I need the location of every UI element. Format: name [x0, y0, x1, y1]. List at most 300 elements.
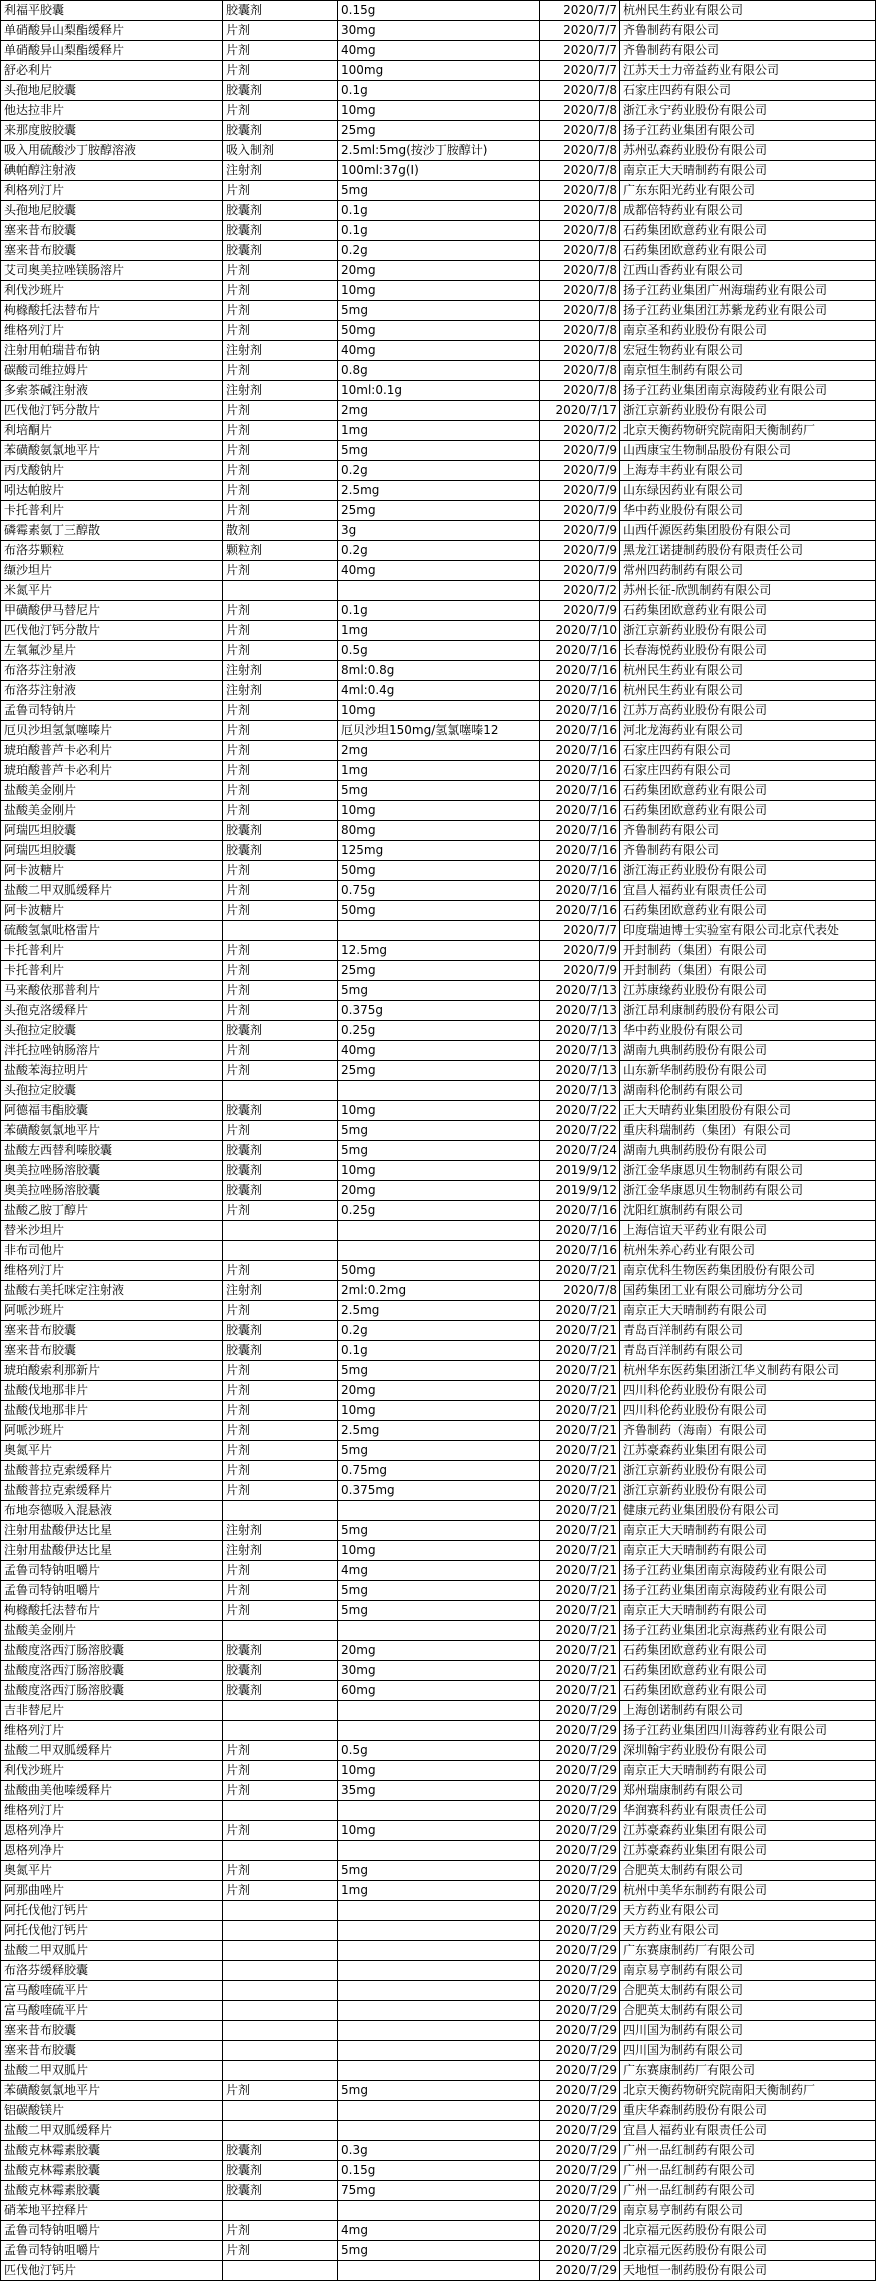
date-cell: 2020/7/21 [540, 1601, 620, 1621]
dosage-form-cell: 注射剂 [223, 1281, 338, 1301]
drug-name-cell: 泮托拉唑钠肠溶片 [1, 1041, 223, 1061]
table-row [1, 341, 876, 361]
drug-name-cell: 舒必利片 [1, 61, 223, 81]
drug-name-cell: 厄贝沙坦氢氯噻嗪片 [1, 721, 223, 741]
drug-name-cell: 盐酸度洛西汀肠溶胶囊 [1, 1641, 223, 1661]
date-cell: 2020/7/16 [540, 821, 620, 841]
table-row [1, 2061, 876, 2081]
table-row [1, 141, 876, 161]
date-cell: 2020/7/16 [540, 1221, 620, 1241]
drug-name-cell: 匹伐他汀钙分散片 [1, 401, 223, 421]
date-cell: 2020/7/9 [540, 501, 620, 521]
specification-cell: 10mg [338, 1161, 540, 1181]
date-cell: 2020/7/21 [540, 1661, 620, 1681]
dosage-form-cell [223, 581, 338, 601]
specification-cell: 0.2g [338, 541, 540, 561]
specification-cell: 5mg [338, 1361, 540, 1381]
specification-cell: 2.5mg [338, 1301, 540, 1321]
drug-name-cell: 硝苯地平控释片 [1, 2201, 223, 2221]
specification-cell: 50mg [338, 861, 540, 881]
company-cell: 南京正大天晴制药有限公司 [620, 1541, 876, 1561]
company-cell: 广州一品红制药有限公司 [620, 2161, 876, 2181]
table-row [1, 2021, 876, 2041]
specification-cell [338, 581, 540, 601]
table-row [1, 1201, 876, 1221]
table-row [1, 221, 876, 241]
table-row [1, 841, 876, 861]
dosage-form-cell: 胶囊剂 [223, 81, 338, 101]
table-row [1, 1181, 876, 1201]
company-cell: 沈阳红旗制药有限公司 [620, 1201, 876, 1221]
company-cell: 合肥英太制药有限公司 [620, 2001, 876, 2021]
company-cell: 南京正大天晴制药有限公司 [620, 1301, 876, 1321]
table-row [1, 161, 876, 181]
date-cell: 2020/7/16 [540, 801, 620, 821]
table-row [1, 701, 876, 721]
drug-name-cell: 阿德福韦酯胶囊 [1, 1101, 223, 1121]
specification-cell [338, 921, 540, 941]
company-cell: 石药集团欧意药业有限公司 [620, 601, 876, 621]
dosage-form-cell: 胶囊剂 [223, 1101, 338, 1121]
date-cell: 2020/7/29 [540, 1861, 620, 1881]
specification-cell: 4mg [338, 1561, 540, 1581]
date-cell: 2020/7/29 [540, 2081, 620, 2101]
company-cell: 重庆华森制药股份有限公司 [620, 2101, 876, 2121]
date-cell: 2020/7/21 [540, 1421, 620, 1441]
drug-name-cell: 琥珀酸索利那新片 [1, 1361, 223, 1381]
dosage-form-cell: 片剂 [223, 301, 338, 321]
drug-name-cell: 左氧氟沙星片 [1, 641, 223, 661]
company-cell: 国药集团工业有限公司廊坊分公司 [620, 1281, 876, 1301]
specification-cell [338, 2061, 540, 2081]
table-row [1, 601, 876, 621]
date-cell: 2020/7/21 [540, 1441, 620, 1461]
dosage-form-cell: 吸入制剂 [223, 141, 338, 161]
table-row [1, 921, 876, 941]
specification-cell: 5mg [338, 981, 540, 1001]
date-cell: 2020/7/8 [540, 121, 620, 141]
company-cell: 扬子江药业集团南京海陵药业有限公司 [620, 381, 876, 401]
company-cell: 山西康宝生物制品股份有限公司 [620, 441, 876, 461]
drug-name-cell: 阿卡波糖片 [1, 861, 223, 881]
table-row [1, 561, 876, 581]
dosage-form-cell [223, 1901, 338, 1921]
date-cell: 2020/7/8 [540, 181, 620, 201]
drug-name-cell: 利伐沙班片 [1, 281, 223, 301]
dosage-form-cell: 胶囊剂 [223, 221, 338, 241]
dosage-form-cell: 片剂 [223, 801, 338, 821]
dosage-form-cell [223, 1841, 338, 1861]
dosage-form-cell: 胶囊剂 [223, 2161, 338, 2181]
dosage-form-cell [223, 1221, 338, 1241]
company-cell: 湖南九典制药股份有限公司 [620, 1141, 876, 1161]
date-cell: 2020/7/21 [540, 1261, 620, 1281]
company-cell: 上海创诺制药有限公司 [620, 1701, 876, 1721]
specification-cell: 0.5g [338, 1741, 540, 1761]
company-cell: 石药集团欧意药业有限公司 [620, 1661, 876, 1681]
company-cell: 杭州华东医药集团浙江华义制药有限公司 [620, 1361, 876, 1381]
drug-name-cell: 丙戊酸钠片 [1, 461, 223, 481]
company-cell: 宜昌人福药业有限责任公司 [620, 2121, 876, 2141]
table-row [1, 901, 876, 921]
table-row [1, 1381, 876, 1401]
company-cell: 浙江京新药业股份有限公司 [620, 401, 876, 421]
company-cell: 扬子江药业集团广州海瑞药业有限公司 [620, 281, 876, 301]
company-cell: 江苏万高药业股份有限公司 [620, 701, 876, 721]
drug-name-cell: 盐酸乙胺丁醇片 [1, 1201, 223, 1221]
table-row [1, 1341, 876, 1361]
date-cell: 2020/7/29 [540, 1881, 620, 1901]
date-cell: 2019/9/12 [540, 1181, 620, 1201]
dosage-form-cell [223, 1921, 338, 1941]
date-cell: 2020/7/8 [540, 241, 620, 261]
date-cell: 2020/7/21 [540, 1621, 620, 1641]
company-cell: 青岛百洋制药有限公司 [620, 1321, 876, 1341]
specification-cell [338, 2041, 540, 2061]
table-row [1, 641, 876, 661]
specification-cell [338, 1961, 540, 1981]
drug-name-cell: 盐酸二甲双胍缓释片 [1, 881, 223, 901]
drug-name-cell: 奥美拉唑肠溶胶囊 [1, 1161, 223, 1181]
date-cell: 2020/7/21 [540, 1341, 620, 1361]
date-cell: 2020/7/8 [540, 1281, 620, 1301]
drug-name-cell: 维格列汀片 [1, 1721, 223, 1741]
specification-cell: 0.2g [338, 241, 540, 261]
company-cell: 广州一品红制药有限公司 [620, 2141, 876, 2161]
drug-name-cell: 孟鲁司特钠咀嚼片 [1, 2241, 223, 2261]
table-row [1, 1541, 876, 1561]
dosage-form-cell: 片剂 [223, 741, 338, 761]
date-cell: 2020/7/8 [540, 281, 620, 301]
company-cell: 石药集团欧意药业有限公司 [620, 221, 876, 241]
company-cell: 浙江京新药业股份有限公司 [620, 1461, 876, 1481]
table-row [1, 521, 876, 541]
dosage-form-cell: 片剂 [223, 561, 338, 581]
specification-cell: 5mg [338, 181, 540, 201]
specification-cell: 10mg [338, 1821, 540, 1841]
drug-name-cell: 奥美拉唑肠溶胶囊 [1, 1181, 223, 1201]
company-cell: 杭州中美华东制药有限公司 [620, 1881, 876, 1901]
date-cell: 2020/7/2 [540, 421, 620, 441]
company-cell: 开封制药（集团）有限公司 [620, 961, 876, 981]
table-row [1, 1101, 876, 1121]
specification-cell: 5mg [338, 441, 540, 461]
date-cell: 2020/7/29 [540, 2041, 620, 2061]
table-row [1, 301, 876, 321]
specification-cell: 0.1g [338, 201, 540, 221]
specification-cell: 10ml:0.1g [338, 381, 540, 401]
specification-cell [338, 1801, 540, 1821]
dosage-form-cell [223, 2041, 338, 2061]
dosage-form-cell: 片剂 [223, 261, 338, 281]
date-cell: 2020/7/7 [540, 21, 620, 41]
dosage-form-cell [223, 1501, 338, 1521]
drug-name-cell: 注射用盐酸伊达比星 [1, 1521, 223, 1541]
specification-cell: 2.5mg [338, 481, 540, 501]
table-row [1, 1581, 876, 1601]
dosage-form-cell: 片剂 [223, 1401, 338, 1421]
specification-cell: 0.1g [338, 1341, 540, 1361]
date-cell: 2020/7/16 [540, 741, 620, 761]
dosage-form-cell: 注射剂 [223, 1541, 338, 1561]
specification-cell: 0.75g [338, 881, 540, 901]
company-cell: 浙江金华康恩贝生物制药有限公司 [620, 1161, 876, 1181]
table-row [1, 401, 876, 421]
dosage-form-cell [223, 2261, 338, 2281]
company-cell: 齐鲁制药有限公司 [620, 841, 876, 861]
drug-name-cell: 盐酸度洛西汀肠溶胶囊 [1, 1681, 223, 1701]
table-row [1, 781, 876, 801]
specification-cell: 4mg [338, 2221, 540, 2241]
table-row [1, 1561, 876, 1581]
drug-name-cell: 盐酸二甲双胍片 [1, 2061, 223, 2081]
specification-cell: 75mg [338, 2181, 540, 2201]
specification-cell: 3g [338, 521, 540, 541]
dosage-form-cell: 颗粒剂 [223, 541, 338, 561]
table-row [1, 361, 876, 381]
company-cell: 南京易亨制药有限公司 [620, 1961, 876, 1981]
date-cell: 2020/7/22 [540, 1121, 620, 1141]
company-cell: 江苏豪森药业集团有限公司 [620, 1841, 876, 1861]
company-cell: 合肥英太制药有限公司 [620, 1981, 876, 2001]
specification-cell [338, 1241, 540, 1261]
specification-cell [338, 1501, 540, 1521]
specification-cell [338, 1981, 540, 2001]
date-cell: 2020/7/29 [540, 1921, 620, 1941]
drug-name-cell: 富马酸喹硫平片 [1, 1981, 223, 2001]
table-row [1, 1621, 876, 1641]
dosage-form-cell: 胶囊剂 [223, 1141, 338, 1161]
drug-name-cell: 孟鲁司特钠咀嚼片 [1, 2221, 223, 2241]
specification-cell: 2.5ml:5mg(按沙丁胺醇计) [338, 141, 540, 161]
date-cell: 2020/7/21 [540, 1641, 620, 1661]
company-cell: 湖南科伦制药有限公司 [620, 1081, 876, 1101]
company-cell: 南京正大天晴制药有限公司 [620, 161, 876, 181]
company-cell: 齐鲁制药有限公司 [620, 821, 876, 841]
date-cell: 2020/7/13 [540, 1001, 620, 1021]
table-row [1, 1781, 876, 1801]
drug-name-cell: 头孢地尼胶囊 [1, 81, 223, 101]
specification-cell: 5mg [338, 781, 540, 801]
specification-cell: 0.15g [338, 1, 540, 21]
date-cell: 2020/7/13 [540, 1061, 620, 1081]
specification-cell: 1mg [338, 761, 540, 781]
specification-cell: 0.8g [338, 361, 540, 381]
specification-cell: 10mg [338, 101, 540, 121]
specification-cell: 20mg [338, 1641, 540, 1661]
specification-cell: 20mg [338, 261, 540, 281]
dosage-form-cell: 片剂 [223, 1481, 338, 1501]
specification-cell: 0.3g [338, 2141, 540, 2161]
dosage-form-cell: 胶囊剂 [223, 241, 338, 261]
specification-cell: 20mg [338, 1181, 540, 1201]
table-row [1, 761, 876, 781]
specification-cell: 0.2g [338, 1321, 540, 1341]
company-cell: 南京圣和药业股份有限公司 [620, 321, 876, 341]
dosage-form-cell [223, 1241, 338, 1261]
date-cell: 2020/7/8 [540, 81, 620, 101]
specification-cell: 10mg [338, 701, 540, 721]
drug-name-cell: 塞来昔布胶囊 [1, 1341, 223, 1361]
table-row [1, 1301, 876, 1321]
dosage-form-cell: 注射剂 [223, 161, 338, 181]
table-row [1, 1641, 876, 1661]
dosage-form-cell: 胶囊剂 [223, 121, 338, 141]
table-row [1, 2181, 876, 2201]
table-row [1, 1141, 876, 1161]
specification-cell: 0.2g [338, 461, 540, 481]
dosage-form-cell [223, 1081, 338, 1101]
date-cell: 2020/7/29 [540, 2021, 620, 2041]
specification-cell: 5mg [338, 1861, 540, 1881]
dosage-form-cell: 片剂 [223, 101, 338, 121]
company-cell: 北京天衡药物研究院南阳天衡制药厂 [620, 421, 876, 441]
drug-name-cell: 孟鲁司特钠咀嚼片 [1, 1561, 223, 1581]
company-cell: 石药集团欧意药业有限公司 [620, 781, 876, 801]
date-cell: 2020/7/29 [540, 1941, 620, 1961]
specification-cell: 2mg [338, 401, 540, 421]
dosage-form-cell: 片剂 [223, 1201, 338, 1221]
company-cell: 天方药业有限公司 [620, 1901, 876, 1921]
dosage-form-cell: 片剂 [223, 781, 338, 801]
specification-cell: 10mg [338, 1101, 540, 1121]
date-cell: 2020/7/16 [540, 861, 620, 881]
date-cell: 2020/7/9 [540, 601, 620, 621]
table-row [1, 1801, 876, 1821]
specification-cell: 0.25g [338, 1021, 540, 1041]
drug-name-cell: 盐酸普拉克索缓释片 [1, 1461, 223, 1481]
table-row [1, 121, 876, 141]
dosage-form-cell: 注射剂 [223, 341, 338, 361]
drug-name-cell: 盐酸克林霉素胶囊 [1, 2161, 223, 2181]
dosage-form-cell: 片剂 [223, 481, 338, 501]
company-cell: 齐鲁制药（海南）有限公司 [620, 1421, 876, 1441]
company-cell: 华中药业股份有限公司 [620, 1021, 876, 1041]
specification-cell: 25mg [338, 121, 540, 141]
table-row [1, 1001, 876, 1021]
table-row [1, 661, 876, 681]
specification-cell [338, 1921, 540, 1941]
specification-cell [338, 2121, 540, 2141]
dosage-form-cell: 片剂 [223, 1121, 338, 1141]
table-row [1, 2241, 876, 2261]
company-cell: 河北龙海药业有限公司 [620, 721, 876, 741]
table-row [1, 41, 876, 61]
company-cell: 天地恒一制药股份有限公司 [620, 2261, 876, 2281]
drug-name-cell: 注射用帕瑞昔布钠 [1, 341, 223, 361]
dosage-form-cell: 胶囊剂 [223, 1181, 338, 1201]
date-cell: 2020/7/29 [540, 1761, 620, 1781]
date-cell: 2020/7/29 [540, 1741, 620, 1761]
company-cell: 湖南九典制药股份有限公司 [620, 1041, 876, 1061]
date-cell: 2020/7/22 [540, 1101, 620, 1121]
company-cell: 杭州民生药业有限公司 [620, 1, 876, 21]
date-cell: 2020/7/29 [540, 2221, 620, 2241]
dosage-form-cell: 胶囊剂 [223, 1681, 338, 1701]
company-cell: 正大天晴药业集团股份有限公司 [620, 1101, 876, 1121]
date-cell: 2020/7/7 [540, 1, 620, 21]
table-row [1, 1961, 876, 1981]
company-cell: 四川国为制药有限公司 [620, 2021, 876, 2041]
company-cell: 开封制药（集团）有限公司 [620, 941, 876, 961]
company-cell: 扬子江药业集团南京海陵药业有限公司 [620, 1581, 876, 1601]
specification-cell [338, 2001, 540, 2021]
company-cell: 杭州朱养心药业有限公司 [620, 1241, 876, 1261]
date-cell: 2020/7/29 [540, 1901, 620, 1921]
table-row [1, 1021, 876, 1041]
date-cell: 2020/7/16 [540, 841, 620, 861]
date-cell: 2020/7/13 [540, 1041, 620, 1061]
drug-name-cell: 硫酸氢氯吡格雷片 [1, 921, 223, 941]
dosage-form-cell: 注射剂 [223, 681, 338, 701]
drug-name-cell: 阿哌沙班片 [1, 1301, 223, 1321]
date-cell: 2020/7/29 [540, 2001, 620, 2021]
drug-name-cell: 塞来昔布胶囊 [1, 2041, 223, 2061]
specification-cell: 35mg [338, 1781, 540, 1801]
dosage-form-cell: 片剂 [223, 881, 338, 901]
specification-cell [338, 1901, 540, 1921]
date-cell: 2020/7/13 [540, 1081, 620, 1101]
specification-cell [338, 1701, 540, 1721]
table-row [1, 1861, 876, 1881]
date-cell: 2020/7/16 [540, 761, 620, 781]
company-cell: 深圳翰宇药业股份有限公司 [620, 1741, 876, 1761]
drug-name-cell: 盐酸苯海拉明片 [1, 1061, 223, 1081]
dosage-form-cell [223, 1941, 338, 1961]
specification-cell: 10mg [338, 1541, 540, 1561]
dosage-form-cell: 片剂 [223, 361, 338, 381]
dosage-form-cell [223, 2021, 338, 2041]
dosage-form-cell: 片剂 [223, 1381, 338, 1401]
drug-name-cell: 盐酸二甲双胍缓释片 [1, 1741, 223, 1761]
company-cell: 浙江京新药业股份有限公司 [620, 1481, 876, 1501]
company-cell: 广东赛康制药厂有限公司 [620, 2061, 876, 2081]
table-row [1, 61, 876, 81]
table-row [1, 501, 876, 521]
table-row [1, 2141, 876, 2161]
dosage-form-cell: 胶囊剂 [223, 1641, 338, 1661]
specification-cell: 1mg [338, 421, 540, 441]
drug-name-cell: 匹伐他汀钙分散片 [1, 621, 223, 641]
dosage-form-cell: 注射剂 [223, 381, 338, 401]
drug-name-cell: 盐酸普拉克索缓释片 [1, 1481, 223, 1501]
dosage-form-cell [223, 2201, 338, 2221]
drug-name-cell: 米氮平片 [1, 581, 223, 601]
drug-name-cell: 布洛芬缓释胶囊 [1, 1961, 223, 1981]
date-cell: 2020/7/29 [540, 1981, 620, 2001]
table-row [1, 441, 876, 461]
company-cell: 宜昌人福药业有限责任公司 [620, 881, 876, 901]
table-row [1, 941, 876, 961]
table-row [1, 181, 876, 201]
company-cell: 成都倍特药业有限公司 [620, 201, 876, 221]
drug-name-cell: 利培酮片 [1, 421, 223, 441]
company-cell: 扬子江药业集团北京海燕药业有限公司 [620, 1621, 876, 1641]
date-cell: 2020/7/21 [540, 1481, 620, 1501]
date-cell: 2020/7/16 [540, 661, 620, 681]
table-row [1, 2161, 876, 2181]
table-row [1, 1601, 876, 1621]
date-cell: 2020/7/29 [540, 2121, 620, 2141]
company-cell: 石药集团欧意药业有限公司 [620, 1641, 876, 1661]
dosage-form-cell [223, 2121, 338, 2141]
drug-name-cell: 缬沙坦片 [1, 561, 223, 581]
drug-name-cell: 马来酸依那普利片 [1, 981, 223, 1001]
company-cell: 宏冠生物药业有限公司 [620, 341, 876, 361]
drug-name-cell: 多索茶碱注射液 [1, 381, 223, 401]
company-cell: 石药集团欧意药业有限公司 [620, 1681, 876, 1701]
date-cell: 2020/7/29 [540, 2141, 620, 2161]
